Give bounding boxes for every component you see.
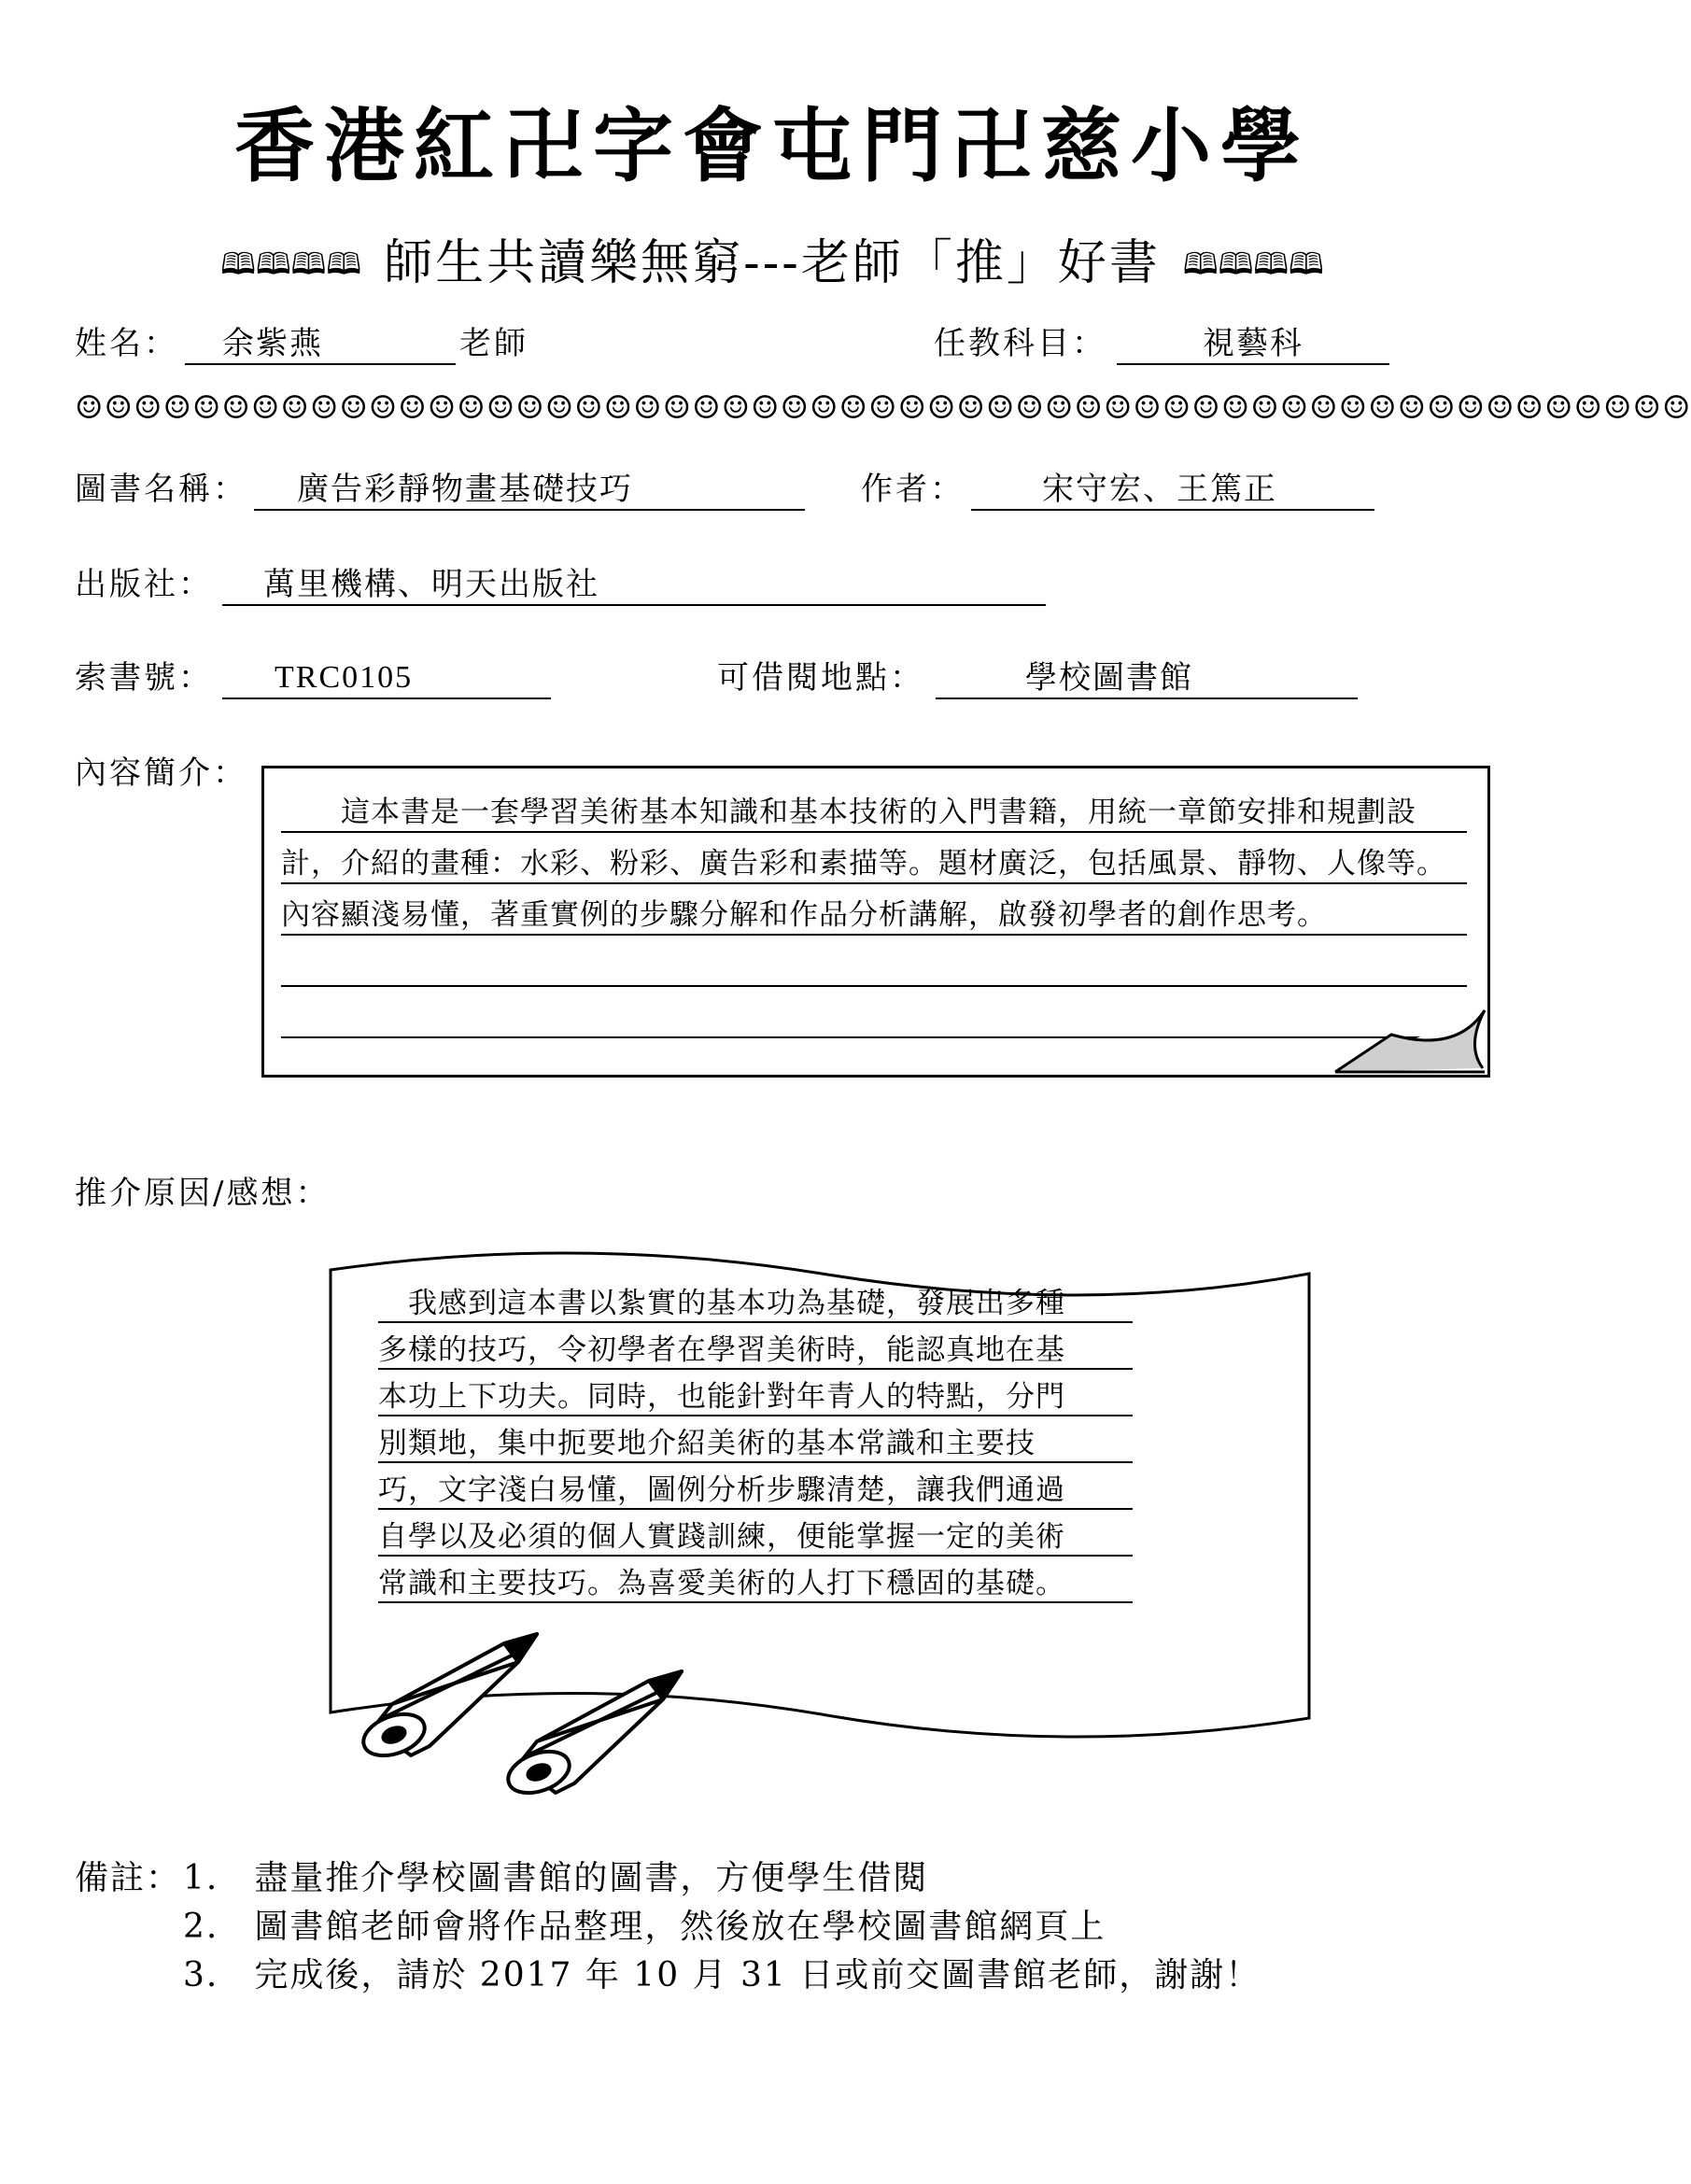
author-field[interactable]: 宋守宏、王篤正: [971, 471, 1374, 511]
pencils-icon: [355, 1606, 728, 1811]
note-item: 1. 盡量推介學校圖書館的圖書，方便學生借閱: [183, 1859, 929, 1897]
location-label: 可借閱地點：: [717, 659, 924, 697]
summary-line[interactable]: [281, 949, 1467, 987]
teacher-title-suffix: 老師: [459, 325, 528, 362]
note-item: 3. 完成後，請於 2017 年 10 月 31 日或前交圖書館老師，謝謝！: [183, 1956, 1261, 1994]
subtitle-row: [0, 232, 1544, 293]
author-label: 作者：: [861, 471, 965, 508]
school-title: 香港紅卍字會屯門卍慈小學: [234, 99, 1310, 193]
summary-line[interactable]: [281, 1000, 1467, 1038]
reason-line[interactable]: 我感到這本書以紮實的基本功為基礎，發展出多種: [378, 1287, 1133, 1323]
call-number-label: 索書號：: [75, 659, 213, 697]
publisher-field[interactable]: 萬里機構、明天出版社: [222, 566, 1046, 606]
reason-line[interactable]: 別類地，集中扼要地介紹美術的基本常識和主要技: [378, 1427, 1133, 1463]
call-number-field[interactable]: TRC0105: [222, 659, 551, 699]
location-field[interactable]: 學校圖書館: [936, 659, 1358, 699]
subject-field[interactable]: 視藝科: [1117, 325, 1389, 365]
reason-label: 推介原因/感想：: [75, 1175, 331, 1212]
summary-line[interactable]: 內容顯淺易懂，著重實例的步驟分解和作品分析講解，啟發初學者的創作思考。: [281, 897, 1467, 936]
pencil-icon: [358, 1634, 537, 1763]
book-icon: 🕮🕮🕮🕮: [220, 246, 362, 282]
book-icon: 🕮🕮🕮🕮: [1182, 246, 1324, 282]
reason-line[interactable]: 本功上下功夫。同時，也能針對年青人的特點，分門: [378, 1380, 1133, 1416]
summary-label: 內容簡介：: [75, 754, 247, 792]
publisher-label: 出版社：: [75, 566, 213, 603]
subject-label: 任教科目：: [934, 325, 1106, 362]
page-subtitle: 師生共讀樂無窮---老師「推」好書: [384, 235, 1161, 292]
book-title-field[interactable]: 廣告彩靜物畫基礎技巧: [254, 471, 805, 511]
reason-line[interactable]: 巧，文字淺白易懂，圖例分析步驟清楚，讓我們通過: [378, 1473, 1133, 1510]
summary-line[interactable]: 計，介紹的畫種：水彩、粉彩、廣告彩和素描等。題材廣泛，包括風景、靜物、人像等。: [281, 846, 1467, 884]
name-label: 姓名：: [75, 325, 178, 362]
note-item: 2. 圖書館老師會將作品整理，然後放在學校圖書館網頁上: [183, 1908, 1106, 1946]
reason-line[interactable]: 自學以及必須的個人實踐訓練，便能掌握一定的美術: [378, 1520, 1133, 1557]
pencil-icon: [502, 1671, 682, 1800]
notes-label: 備註：: [75, 1859, 182, 1897]
book-title-label: 圖書名稱：: [75, 471, 247, 508]
summary-box: [261, 766, 1490, 1078]
summary-line[interactable]: 這本書是一套學習美術基本知識和基本技術的入門書籍，用統一章節安排和規劃設: [281, 795, 1467, 833]
page-curl-decoration: [1326, 1008, 1494, 1083]
reason-line[interactable]: 常識和主要技巧。為喜愛美術的人打下穩固的基礎。: [378, 1567, 1133, 1603]
teacher-name-field[interactable]: 余紫燕: [185, 325, 456, 365]
reason-line[interactable]: 多樣的技巧，令初學者在學習美術時，能認真地在基: [378, 1333, 1133, 1370]
smiley-divider: ☺☺☺☺☺☺☺☺☺☺☺☺☺☺☺☺☺☺☺☺☺☺☺☺☺☺☺☺☺☺☺☺☺☺☺☺☺☺☺☺☺☺☺☺☺☺☺☺☺☺☺☺☺☺☺: [75, 389, 1691, 427]
